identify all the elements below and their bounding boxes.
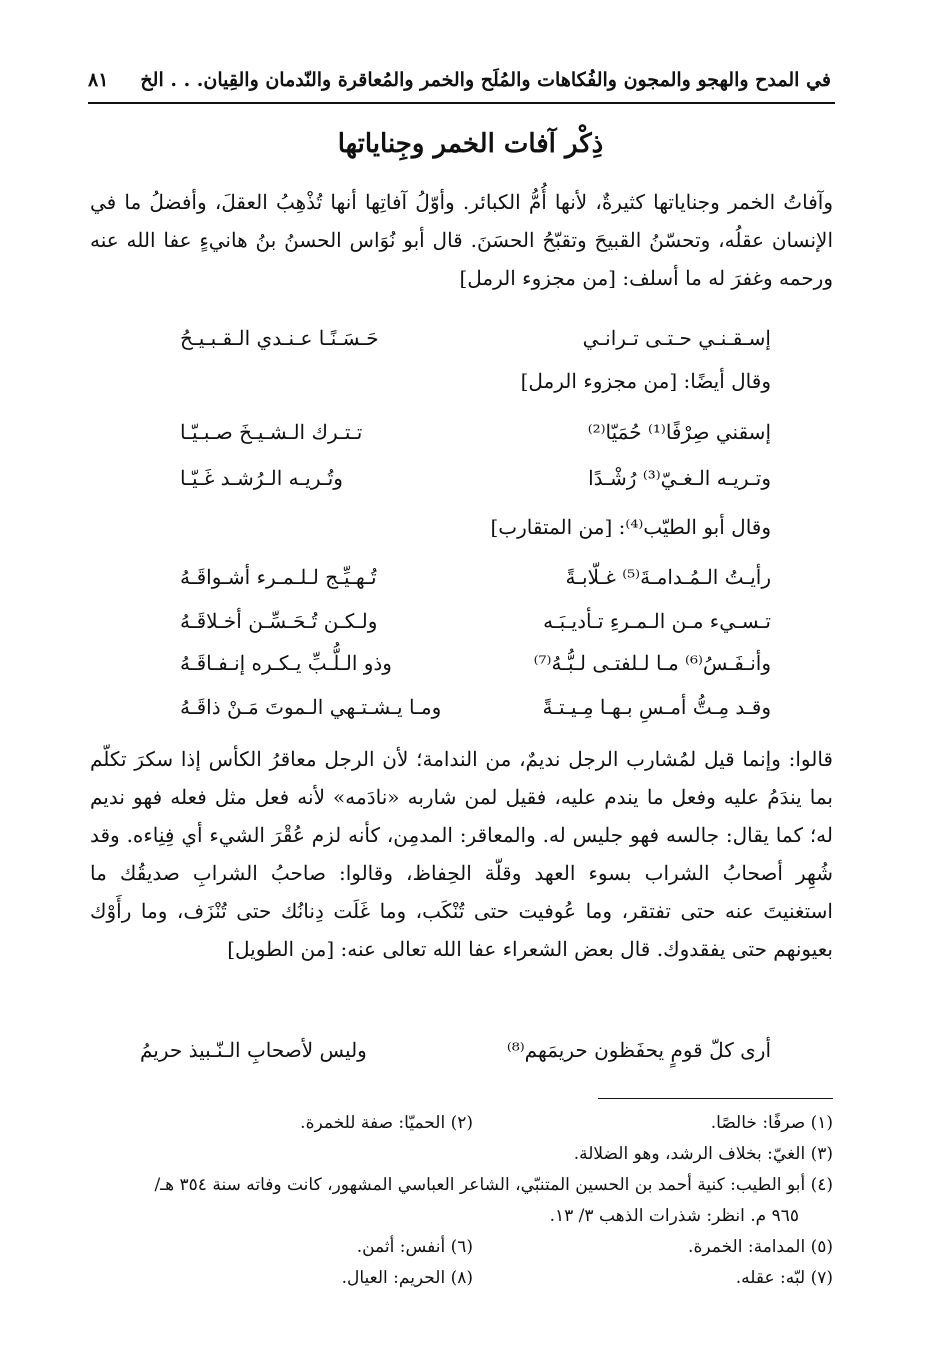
footnote-row (90, 1108, 833, 1139)
verse-first-hemistich: أرى كلّ قومٍ يحفَظون حريمَهم⁽⁸⁾ (506, 1038, 771, 1062)
verse-second-hemistich: وليس لأصحابِ الـنّـبيذ حريمُ (140, 1038, 367, 1062)
verse-second-hemistich: ومـا يـشـتـهي الـموتَ مَـنْ ذاقَـهُ (180, 695, 442, 719)
verse-line (180, 557, 771, 597)
verse-second-hemistich: وذو الـلُّـبِّ يـكـره إنـفـاقَـهُ (180, 651, 392, 675)
verse-line (180, 643, 771, 683)
footnote-8: (٨) الحريم: العيال. (341, 1268, 473, 1288)
verse-line (140, 1030, 771, 1070)
verse-second-hemistich: تُـهـيِّـج لـلـمـرء أشـواقَـهُ (180, 565, 377, 589)
footnote-row (90, 1139, 833, 1170)
verse-first-hemistich: رأيـتُ الـمُـدامـةَ⁽⁵⁾ غـلّابـةً (565, 565, 771, 589)
verse-second-hemistich: وتُـريـه الـرُشـد غَـيّـا (180, 466, 343, 490)
running-header (88, 62, 831, 98)
footnote-1: (١) صرفًا: خالصًا. (710, 1113, 833, 1133)
footnote-4: (٤) أبو الطيب: كنية أحمد بن الحسين المتنبّي، الشاعر العباسي المشهور، كانت وفاته سنة ٣٥٤ هـ/ (154, 1175, 833, 1195)
verse-line (180, 412, 771, 452)
footnote-7: (٧) لبّه: عقله. (735, 1268, 833, 1288)
header-title: في المدح والهجو والمجون والفُكاهات والمُلَح والخمر والمُعاقرة والنّدمان والقِيان. . . الخ (140, 69, 831, 91)
verse-intro: وقال أبو الطيّب⁽⁴⁾: [من المتقارب] (490, 515, 771, 539)
chapter-title: ذِكْر آفات الخمر وجِناياتها (337, 129, 604, 159)
verse-second-hemistich: ولـكـن تُـحَـسِّـن أخـلاقَـهُ (180, 609, 378, 633)
paragraph-text: قالوا: وإنما قيل لمُشارب الرجل نديمٌ، من الندامة؛ لأن الرجل معاقرُ الكأس إذا سكرَ تكلّم بما يندَمُ عليه وفعل ما يندم عليه، فقيل لمن شاربه «نادَمه» لأنه فعل مثل فعله فهو نديم له؛ كما يقال: جالسه فهو جليس له. والمعاقر: المدمِن، كأنه لزم عُقْرَ الشيء أي فِنِاءه. وقد شُهِر أصحابُ الشراب بسوء العهد وقلّة الحِفاظ، وقالوا: صاحبُ الشرابِ صديقُك ما استغنيتَ عنه حتى تفتقر، وما عُوفيت حتى تُنْكَب، وما غَلَت دِنانُك حتى تُنْزَف، وما رأَوْك بعيونهم حتى يفقدوك. قال بعض الشعراء عفا الله تعالى عنه: [من الطويل] (90, 747, 833, 961)
header-rule (88, 102, 835, 104)
footnote-row (90, 1201, 833, 1232)
verse-first-hemistich: إسـقـنـي حـتـى تـرانـي (582, 326, 771, 350)
verse-first-hemistich: إسقني صِرْفًا⁽¹⁾ حُمَيّا⁽²⁾ (587, 420, 771, 444)
verse-line (180, 458, 771, 498)
footnotes (90, 1108, 833, 1294)
footnote-6: (٦) أنفس: أثمن. (356, 1237, 473, 1257)
footnote-5: (٥) المدامة: الخمرة. (688, 1237, 833, 1257)
verse-second-hemistich: حَـسَـنًـا عـنـدي الـقـبـيـحُ (180, 326, 379, 350)
page-number: ٨١ (88, 69, 109, 91)
footnote-rule (598, 1098, 833, 1099)
paragraph-text: وآفاتُ الخمر وجناياتها كثيرةٌ، لأنها أُمُّ الكبائر. وأوّلُ آفاتِها أنها تُذْهِبُ العقلَ، وأفضلُ ما في الإنسان عقلُه، وتحسّنُ القبيحَ وتقبّحُ الحسَنَ. قال أبو نُوَاس الحسنُ بنُ هانيءٍ عفا الله عنه ورحمه وغفرَ له ما أسلف: [من مجزوء الرمل] (90, 190, 833, 290)
footnote-3: (٣) الغيّ: بخلاف الرشد، وهو الضلالة. (573, 1144, 833, 1164)
footnote-row (90, 1170, 833, 1201)
footnote-4-continued: ٩٦٥ م. انظر: شذرات الذهب ٣/ ١٣. (549, 1206, 799, 1226)
verse-first-hemistich: تـسـيء مـن الـمـرءِ تـأديـبَـه (543, 609, 771, 633)
footnote-2: (٢) الحميّا: صفة للخمرة. (300, 1113, 473, 1133)
verse-first-hemistich: وتـريـه الـغـيّ⁽³⁾ رُشْـدًا (588, 466, 771, 490)
footnote-row (90, 1232, 833, 1263)
verse-first-hemistich: وأنـفَـسُ⁽⁶⁾ مـا لـلفتـى لـبُّـهُ⁽⁷⁾ (533, 651, 771, 675)
paragraph-nadim (90, 740, 833, 968)
paragraph-intro (90, 183, 833, 297)
footnote-row (90, 1263, 833, 1294)
verse-intro: وقال أيضًا: [من مجزوء الرمل] (520, 369, 771, 393)
verse-first-hemistich: وقـد مِـتُّ أمـسِ بـهـا مِـيـتـةً (542, 695, 771, 719)
verse-line (180, 601, 771, 641)
verse-line (180, 318, 771, 358)
verse-second-hemistich: تـتـرك الـشـيـخَ صـبـيّـا (180, 420, 363, 444)
verse-line (180, 687, 771, 727)
